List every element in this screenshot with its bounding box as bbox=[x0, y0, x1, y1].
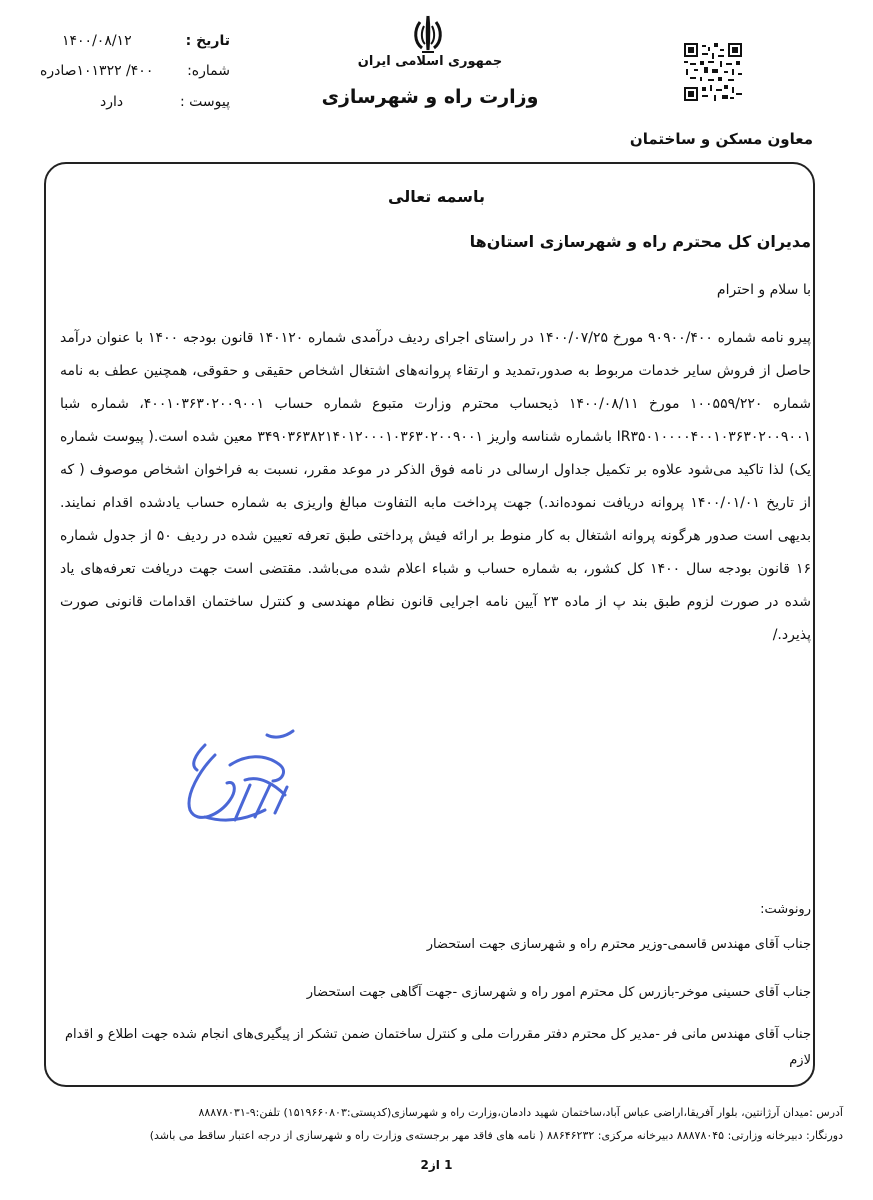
republic-title: جمهوری اسلامی ایران bbox=[357, 54, 503, 69]
date-label: تاریخ : bbox=[185, 33, 230, 49]
cc-item: جناب آقای مهندس قاسمی-وزیر محترم راه و شهرسازی جهت استحضار bbox=[426, 937, 811, 952]
letter-addressee: مدیران کل محترم راه و شهرسازی استان‌ها bbox=[469, 232, 811, 251]
letter-subject: باسمه تعالی bbox=[388, 187, 485, 206]
qr-code-icon bbox=[684, 43, 742, 101]
deputy-title: معاون مسکن و ساختمان bbox=[629, 130, 813, 148]
iran-emblem-icon bbox=[408, 12, 448, 56]
cc-title: رونوشت: bbox=[760, 902, 811, 917]
date-value: ۱۴۰۰/۰۸/۱۲ bbox=[62, 33, 132, 49]
cc-item: جناب آقای حسینی موخر-بازرس کل محترم امور راه و شهرسازی -جهت آگاهی جهت استحضار bbox=[306, 985, 811, 1000]
footer-address: آدرس :میدان آرژانتین، بلوار آفریقا،اراضی عباس آباد،ساختمان شهید دادمان،وزارت راه و شهرسازی(کدپستی:۱۵۱۹۶۶۰۸۰۳) تلفن:۹-۸۸۸۷۸۰۳۱ bbox=[198, 1106, 843, 1119]
letter-body: پیرو نامه شماره ۹۰۹۰۰/۴۰۰ مورخ ۱۴۰۰/۰۷/۲۵ در راستای اجرای ردیف درآمدی شماره ۱۴۰۱۲۰ قانون بودجه ۱۴۰۰ با عنوان درآمد حاصل از فروش سایر خدمات مربوط به صدور،تمدید و ارتقاء پروانه‌های اشتغال اشخاص حقیقی و حقوقی، همچنین عطف به نامه شماره ۱۰۰۵۵۹/۲۲۰ مورخ ۱۴۰۰/۰۸/۱۱ ذیحساب محترم وزارت متبوع شماره حساب ۴۰۰۱۰۳۶۳۰۲۰۰۹۰۰۱، شماره شبا IR۳۵۰۱۰۰۰۰۴۰۰۱۰۳۶۳۰۲۰۰۹۰۰۱ باشماره شناسه واریز ۳۴۹۰۳۶۳۸۲۱۴۰۱۲۰۰۰۱۰۳۶۳۰۲۰۰۹۰۰۱ معین شده است.( پیوست شماره یک) لذا تاکید می‌شود علاوه بر تکمیل جداول ارسالی در نامه فوق الذکر در موعد مقرر، نسبت به فراخوان اشخاص موصوف ( که از تاریخ ۱۴۰۰/۰۱/۰۱ پروانه دریافت نموده‌اند.) جهت پرداخت مابه التفاوت مبالغ واریزی به شماره حساب یادشده اقدام نمایند. بدیهی است صدور هرگونه پروانه اشتغال به کار منوط بر ارائه فیش پرداختی طبق تعرفه تعیین شده در ردیف ۵۰ از جدول شماره ۱۶ قانون بودجه سال ۱۴۰۰ کل کشور، به شماره حساب و شباء اعلام شده می‌باشد. مقتضی است جهت دریافت تعرفه‌های یاد شده در صورت لزوم طبق بند پ از ماده ۲۳ آیین نامه اجرایی قانون نظام مهندسی و کنترل ساختمان اقدامات قانونی صورت پذیرد./ bbox=[60, 330, 812, 643]
footer-secretariat: دورنگار: دبیرخانه وزارتی: ۸۸۸۷۸۰۴۵ دبیرخانه مرکزی: ۸۸۶۴۶۲۳۲ ( نامه های فاقد مهر برجسته‌ی وزارت راه و شهرسازی از درجه اعتبار ساقط می باشد) bbox=[149, 1129, 843, 1142]
page-number: 1 از2 bbox=[420, 1158, 453, 1172]
number-value: ۴۰۰/ ۱۰۱۳۲۲صادره bbox=[40, 63, 154, 79]
letter-greeting: با سلام و احترام bbox=[716, 282, 811, 298]
attachment-label: پیوست : bbox=[180, 94, 230, 110]
attachment-value: دارد bbox=[100, 94, 124, 110]
ministry-title: وزارت راه و شهرسازی bbox=[321, 86, 539, 108]
handwritten-signature bbox=[175, 725, 315, 855]
number-label: شماره: bbox=[187, 63, 230, 79]
cc-item: جناب آقای مهندس مانی فر -مدیر کل محترم دفتر مقررات ملی و کنترل ساختمان ضمن تشکر از پیگیری‌های انجام شده جهت اطلاع و اقدام لازم bbox=[64, 1027, 811, 1068]
